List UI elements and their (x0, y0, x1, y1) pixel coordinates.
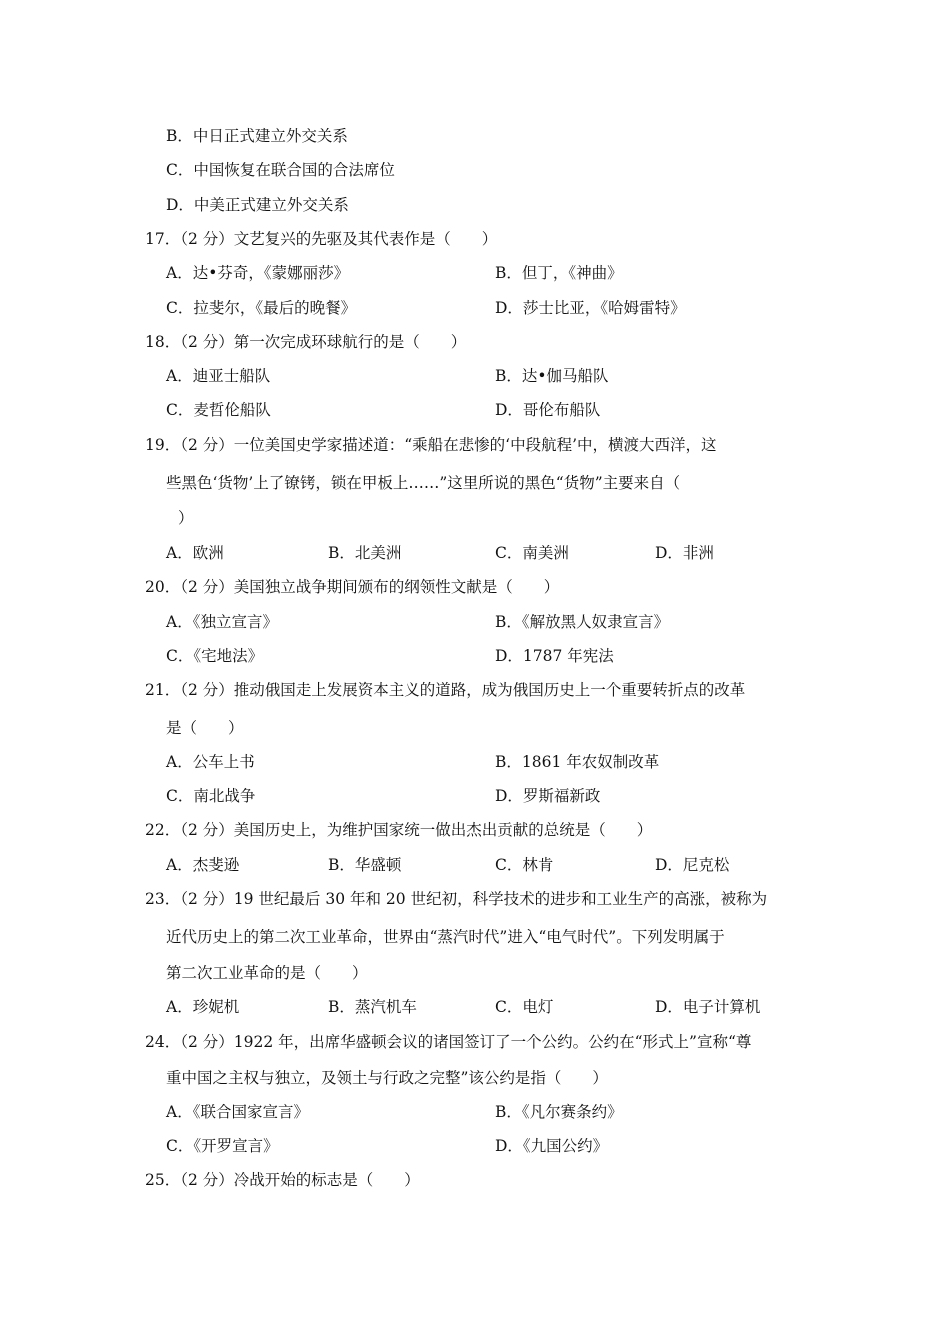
q16-option-b: B．中日正式建立外交关系 (166, 127, 348, 145)
q19-stem-line2: 些黑色‘货物’上了镣铐，锁在甲板上……”这里所说的黑色“货物”主要来自（ (166, 474, 681, 492)
q23-stem-line2: 近代历史上的第二次工业革命，世界由“蒸汽时代”进入“电气时代”。下列发明属于 (166, 928, 725, 946)
q19-option-a: A．欧洲 (166, 544, 224, 562)
q23-stem-line1: 23．（2 分）19 世纪最后 30 年和 20 世纪初，科学技术的进步和工业生产的高涨，被称为 (145, 890, 768, 908)
q23-option-d: D．电子计算机 (655, 998, 761, 1016)
q17-stem: 17．（2 分）文艺复兴的先驱及其代表作是（ ） (145, 230, 498, 248)
q22-option-b: B．华盛顿 (328, 856, 402, 874)
q19-stem-line1: 19．（2 分）一位美国史学家描述道：“乘船在悲惨的‘中段航程’中，横渡大西洋，这 (145, 436, 717, 454)
q17-option-d: D．莎士比亚，《哈姆雷特》 (495, 299, 686, 317)
q20-option-c: C．《宅地法》 (166, 647, 264, 665)
q24-option-a: A．《联合国家宣言》 (166, 1103, 309, 1121)
q17-option-a: A．达•芬奇，《蒙娜丽莎》 (166, 264, 350, 282)
q19-stem-line3: ） (178, 509, 194, 527)
q21-stem-line1: 21．（2 分）推动俄国走上发展资本主义的道路，成为俄国历史上一个重要转折点的改革 (145, 681, 746, 699)
q25-stem: 25．（2 分）冷战开始的标志是（ ） (145, 1171, 420, 1189)
q21-option-d: D．罗斯福新政 (495, 787, 601, 805)
q16-option-c: C．中国恢复在联合国的合法席位 (166, 161, 395, 179)
q18-stem: 18．（2 分）第一次完成环球航行的是（ ） (145, 333, 467, 351)
q23-option-c: C．电灯 (495, 998, 554, 1016)
q19-option-c: C．南美洲 (495, 544, 569, 562)
q18-option-d: D．哥伦布船队 (495, 401, 601, 419)
q24-stem-line2: 重中国之主权与独立，及领土与行政之完整”该公约是指（ ） (166, 1069, 608, 1087)
q19-option-b: B．北美洲 (328, 544, 402, 562)
q20-option-d: D．1787 年宪法 (495, 647, 614, 665)
q17-option-c: C．拉斐尔，《最后的晚餐》 (166, 299, 357, 317)
q24-option-d: D．《九国公约》 (495, 1137, 609, 1155)
q20-option-a: A．《独立宣言》 (166, 613, 278, 631)
q22-option-d: D．尼克松 (655, 856, 730, 874)
q22-option-c: C．林肯 (495, 856, 554, 874)
q17-option-b: B．但丁，《神曲》 (495, 264, 623, 282)
q21-stem-line2: 是（ ） (166, 719, 244, 737)
q20-option-b: B．《解放黑人奴隶宣言》 (495, 613, 670, 631)
q22-option-a: A．杰斐逊 (166, 856, 240, 874)
q19-option-d: D．非洲 (655, 544, 714, 562)
q23-option-b: B．蒸汽机车 (328, 998, 417, 1016)
q22-stem: 22．（2 分）美国历史上，为维护国家统一做出杰出贡献的总统是（ ） (145, 821, 653, 839)
q18-option-b: B．达•伽马船队 (495, 367, 609, 385)
q24-option-c: C．《开罗宣言》 (166, 1137, 279, 1155)
q18-option-c: C．麦哲伦船队 (166, 401, 271, 419)
q18-option-a: A．迪亚士船队 (166, 367, 271, 385)
q21-option-c: C．南北战争 (166, 787, 256, 805)
q20-stem: 20．（2 分）美国独立战争期间颁布的纲领性文献是（ ） (145, 578, 560, 596)
q16-option-d: D．中美正式建立外交关系 (166, 196, 349, 214)
q23-option-a: A．珍妮机 (166, 998, 240, 1016)
q24-stem-line1: 24．（2 分）1922 年，出席华盛顿会议的诸国签订了一个公约。公约在“形式上”宣称“尊 (145, 1033, 752, 1051)
q21-option-b: B．1861 年农奴制改革 (495, 753, 660, 771)
q21-option-a: A．公车上书 (166, 753, 255, 771)
q24-option-b: B．《凡尔赛条约》 (495, 1103, 623, 1121)
q23-stem-line3: 第二次工业革命的是（ ） (166, 964, 368, 982)
